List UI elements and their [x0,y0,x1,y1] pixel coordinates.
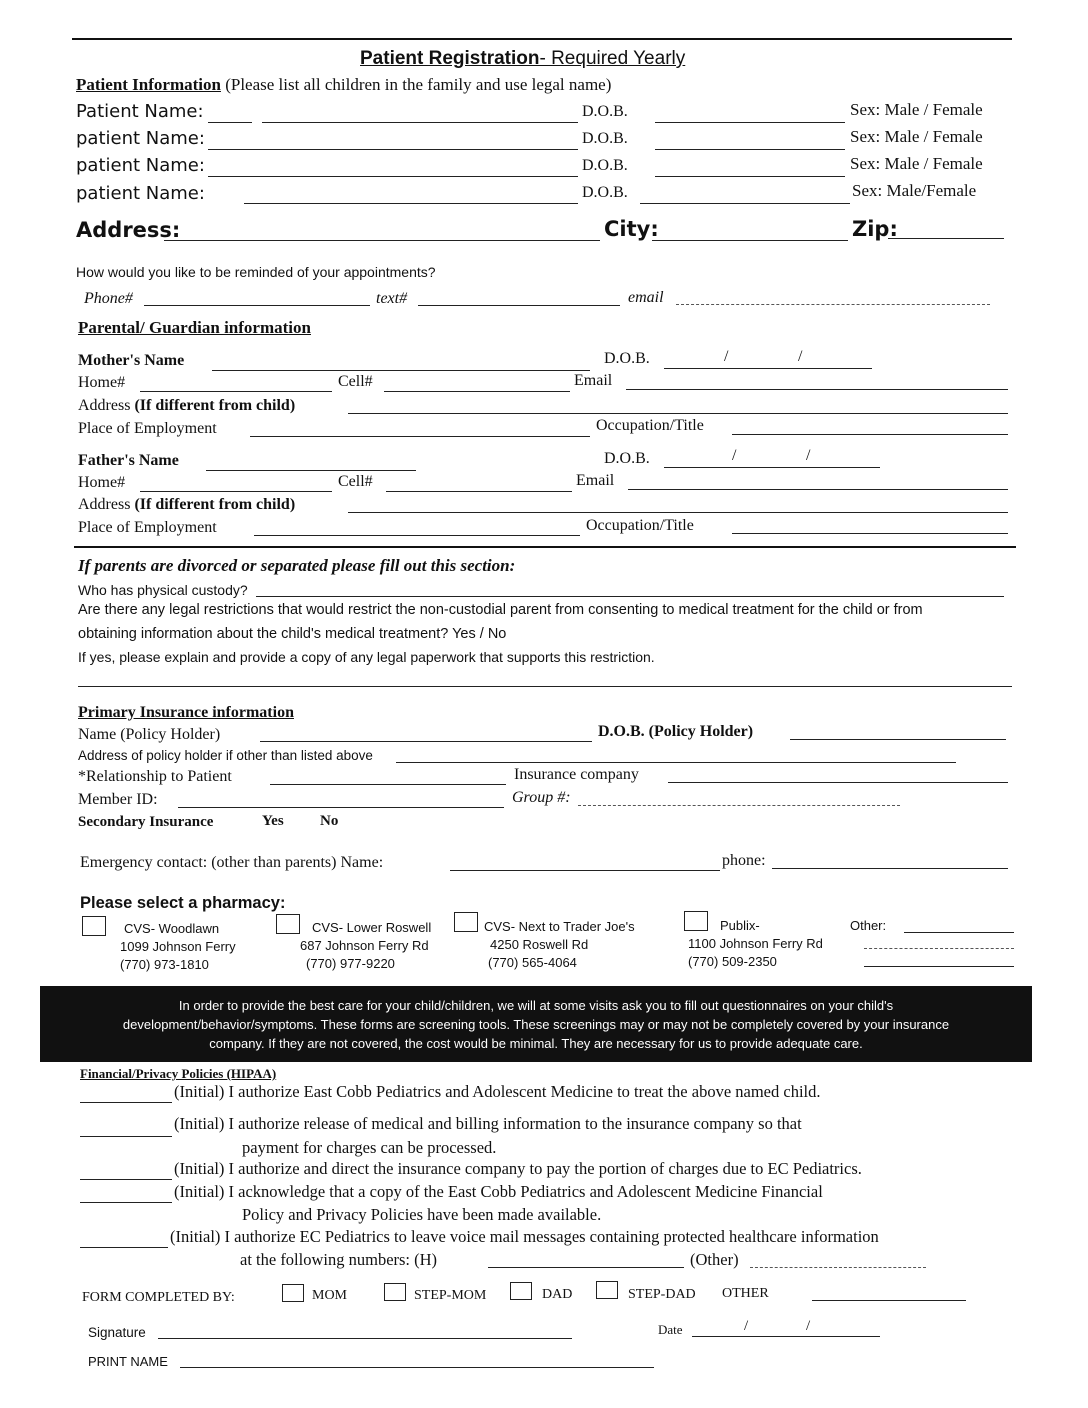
signature-field[interactable] [158,1338,572,1339]
mother-dob-label: D.O.B. [604,350,650,367]
mother-occupation-field[interactable] [732,434,1008,435]
policy-text-5b: at the following numbers: (H) [240,1250,438,1269]
patient-name-label-3: patient Name: [76,155,205,176]
group-field[interactable] [578,805,900,806]
mother-cell-label: Cell# [338,373,373,390]
custody-field[interactable] [256,596,1004,597]
reminder-question: How would you like to be reminded of your appointments? [76,264,436,280]
pharmacy-other-field-3[interactable] [864,966,1014,967]
explain-field[interactable] [78,686,1012,687]
father-occupation-label: Occupation/Title [586,517,694,534]
explain-label: If yes, please explain and provide a copy of any legal paperwork that supports this restriction. [78,649,655,665]
policy-text-4a: (Initial) I acknowledge that a copy of the East Cobb Pediatrics and Adolescent Medicine Financial [174,1182,823,1201]
mother-employment-field[interactable] [250,436,590,437]
insurance-address-label: Address of policy holder if other than listed above [78,748,373,763]
patient-dob-label-1: D.O.B. [582,103,628,120]
father-occupation-field[interactable] [732,533,1008,534]
insurance-dob-field[interactable] [790,739,1006,740]
mother-name-label: Mother's Name [78,352,185,369]
patient-sex-label-3: Sex: Male / Female [850,154,983,173]
completed-by-dad-checkbox[interactable] [510,1282,532,1300]
reminder-text-label: text# [376,290,408,307]
pharmacy-name-2: CVS- Lower Roswell [312,920,432,935]
emergency-phone-field[interactable] [772,868,1008,869]
patient-info-note: (Please list all children in the family and use legal name) [225,75,612,94]
pharmacy-address-1: 1099 Johnson Ferry [120,939,236,954]
mother-occupation-label: Occupation/Title [596,417,704,434]
group-label: Group #: [512,789,571,806]
patient-name-field-4[interactable] [244,203,578,204]
voicemail-other-label: (Other) [690,1250,739,1269]
completed-by-label: FORM COMPLETED BY: [82,1290,235,1305]
patient-sex-label-4: Sex: Male/Female [852,181,977,200]
pharmacy-checkbox-1[interactable] [82,916,106,936]
secondary-yes[interactable]: Yes [262,813,284,829]
father-email-field[interactable] [628,489,1008,490]
policy-text-5a: (Initial) I authorize EC Pediatrics to leave voice mail messages containing protected healthcare information [170,1227,879,1246]
father-dob-slash-1: / [732,447,737,464]
pharmacy-checkbox-4[interactable] [684,911,708,931]
date-field[interactable] [692,1336,880,1337]
mother-address-field[interactable] [348,413,1008,414]
patient-dob-field-3[interactable] [655,176,845,177]
banner-line-1: In order to provide the best care for your child/children, we will at some visits ask you to fill out questionnaires on your child's [178,998,894,1013]
insurance-heading: Primary Insurance information [78,704,294,721]
secondary-no[interactable]: No [320,813,339,829]
mother-name-field[interactable] [212,370,590,371]
patient-dob-label-4: D.O.B. [582,184,628,201]
father-employment-field[interactable] [254,535,580,536]
custody-label: Who has physical custody? [78,582,248,598]
patient-name-field-2[interactable] [208,149,578,150]
patient-dob-label-2: D.O.B. [582,130,628,147]
member-id-label: Member ID: [78,791,158,808]
completed-by-mom-checkbox[interactable] [282,1284,304,1302]
policies-heading: Financial/Privacy Policies (HIPAA) [80,1066,277,1081]
father-email-label: Email [576,472,615,489]
mother-dob-slash-2: / [798,348,803,365]
insurance-dob-label: D.O.B. (Policy Holder) [598,723,754,740]
policy-initial-2[interactable] [80,1136,172,1137]
reminder-text-field[interactable] [418,305,620,306]
father-address-field[interactable] [348,512,1008,513]
zip-label: Zip: [852,217,898,241]
patient-dob-label-3: D.O.B. [582,157,628,174]
address-label: Address: [76,218,181,242]
top-rule [72,38,1012,40]
patient-dob-field-1[interactable] [655,122,845,123]
pharmacy-checkbox-2[interactable] [276,914,300,934]
policy-text-2b: payment for charges can be processed. [242,1138,497,1157]
pharmacy-name-3: CVS- Next to Trader Joe's [484,919,635,934]
emergency-name-field[interactable] [450,870,720,871]
mother-email-label: Email [574,372,613,389]
policy-initial-3[interactable] [80,1179,172,1180]
patient-name-field-3[interactable] [208,176,578,177]
father-cell-field[interactable] [386,491,572,492]
pharmacy-address-4: 1100 Johnson Ferry Rd [688,936,823,951]
voicemail-other-field[interactable] [750,1267,926,1268]
pharmacy-other-label: Other: [850,918,887,933]
policy-text-2a: (Initial) I authorize release of medical and billing information to the insurance company so that [174,1114,802,1133]
pharmacy-phone-2: (770) 977-9220 [306,956,395,971]
mother-email-field[interactable] [626,389,1008,390]
restriction-line-2: obtaining information about the child's medical treatment? Yes / No [78,626,507,642]
completed-by-other-field[interactable] [812,1300,966,1301]
reminder-email-label: email [628,289,664,306]
divorced-heading: If parents are divorced or separated please fill out this section: [78,556,516,575]
mother-home-label: Home# [78,374,126,391]
completed-by-stepdad-checkbox[interactable] [596,1281,618,1299]
father-dob-field[interactable] [664,467,880,468]
emergency-name-label: Emergency contact: (other than parents) Name: [80,854,384,871]
patient-dob-field-4[interactable] [640,203,850,204]
pharmacy-heading: Please select a pharmacy: [80,894,286,912]
pharmacy-phone-3: (770) 565-4064 [488,955,577,970]
insurance-name-label-text: Name (Policy Holder) [78,726,221,743]
banner-line-3: company. If they are not covered, the cost would be minimal. They are necessary for us to provide adequate care. [209,1036,863,1051]
title-suffix: - Required Yearly [539,48,686,69]
insurance-name-field[interactable] [260,741,592,742]
pharmacy-other-field-1[interactable] [904,932,1014,933]
relationship-field[interactable] [270,784,506,785]
mother-address-row [78,397,295,415]
mother-address-note: (If different from child) [134,397,296,414]
signature-label: Signature [88,1325,146,1340]
patient-name-field-1[interactable] [208,122,252,123]
pharmacy-phone-1: (770) 973-1810 [120,957,209,972]
date-slash-2: / [806,1318,811,1334]
policy-text-4b: Policy and Privacy Policies have been made available. [242,1205,602,1224]
pharmacy-name-1: CVS- Woodlawn [124,921,220,936]
completed-by-mom-label: MOM [312,1288,348,1303]
reminder-email-field[interactable] [676,304,990,305]
father-cell-label: Cell# [338,473,373,490]
father-address-note: (If different from child) [134,496,296,513]
print-name-field[interactable] [180,1367,654,1368]
completed-by-dad-label: DAD [542,1287,573,1302]
policy-text-1: (Initial) I authorize East Cobb Pediatrics and Adolescent Medicine to treat the above named child. [174,1082,821,1101]
relationship-label: *Relationship to Patient [78,768,232,785]
pharmacy-phone-4: (770) 509-2350 [688,954,777,969]
father-employment-label: Place of Employment [78,519,217,536]
policy-initial-1[interactable] [80,1102,172,1103]
patient-name-label-4: patient Name: [76,183,205,204]
father-name-field[interactable] [206,470,416,471]
pharmacy-checkbox-3[interactable] [454,912,478,932]
print-name-label: PRINT NAME [88,1354,168,1369]
banner-line-2: development/behavior/symptoms. These forms are screening tools. These screenings may or may not be completely covered by your insurance [122,1017,950,1032]
patient-name-field-1b[interactable] [262,122,578,123]
mother-employment-label: Place of Employment [78,420,217,437]
city-field[interactable] [652,240,848,241]
member-id-field[interactable] [178,807,504,808]
mother-home-field[interactable] [140,391,332,392]
completed-by-stepdad-label: STEP-DAD [628,1287,696,1302]
mother-dob-field[interactable] [664,368,872,369]
date-slash-1: / [744,1318,749,1334]
restriction-line-1: Are there any legal restrictions that would restrict the non-custodial parent from consenting to medical treatment for the child or from [78,602,923,618]
date-label: Date [658,1322,683,1337]
patient-name-label-1: Patient Name: [76,101,204,122]
insurance-company-label: Insurance company [514,766,639,783]
patient-sex-label-2: Sex: Male / Female [850,127,983,146]
completed-by-stepmom-checkbox[interactable] [384,1283,406,1301]
policy-initial-5[interactable] [80,1247,168,1248]
father-home-label: Home# [78,474,126,491]
policy-text-3: (Initial) I authorize and direct the insurance company to pay the portion of charges due to EC Pediatrics. [174,1159,862,1178]
screening-notice-banner [40,986,1032,1062]
pharmacy-address-2: 687 Johnson Ferry Rd [300,938,429,953]
pharmacy-address-3: 4250 Roswell Rd [490,937,589,952]
patient-info-heading: Patient Information [76,75,221,94]
voicemail-home-field[interactable] [488,1267,684,1268]
policy-initial-4[interactable] [80,1202,172,1203]
mother-address-label: Address [78,397,131,414]
guardian-heading: Parental/ Guardian information [78,318,311,337]
secondary-insurance-label: Secondary Insurance [78,814,214,830]
father-home-field[interactable] [140,491,332,492]
reminder-phone-label: Phone# [84,290,133,307]
mother-dob-slash-1: / [724,348,729,365]
pharmacy-name-4: Publix- [720,918,760,933]
patient-sex-label-1: Sex: Male / Female [850,100,983,119]
address-field[interactable] [164,240,600,241]
father-address-label: Address [78,496,131,513]
mother-cell-field[interactable] [384,391,570,392]
insurance-address-field[interactable] [396,762,956,763]
father-dob-slash-2: / [806,447,811,464]
page-title [360,48,685,70]
father-name-label: Father's Name [78,452,179,469]
patient-dob-field-2[interactable] [655,149,845,150]
insurance-company-field[interactable] [668,782,1008,783]
pharmacy-other-field-2[interactable] [864,948,1014,949]
completed-by-stepmom-label: STEP-MOM [414,1288,487,1303]
insurance-name-label [78,726,220,744]
patient-info-header [76,75,611,95]
father-address-row [78,496,295,514]
completed-by-other-label: OTHER [722,1286,769,1301]
emergency-phone-label: phone: [722,852,766,869]
zip-field[interactable] [888,238,1004,239]
divorced-rule [74,546,1016,548]
patient-name-label-2: patient Name: [76,128,205,149]
reminder-phone-field[interactable] [144,305,370,306]
father-dob-label: D.O.B. [604,450,650,467]
title-main: Patient Registration [360,48,540,69]
city-label: City: [604,217,659,241]
